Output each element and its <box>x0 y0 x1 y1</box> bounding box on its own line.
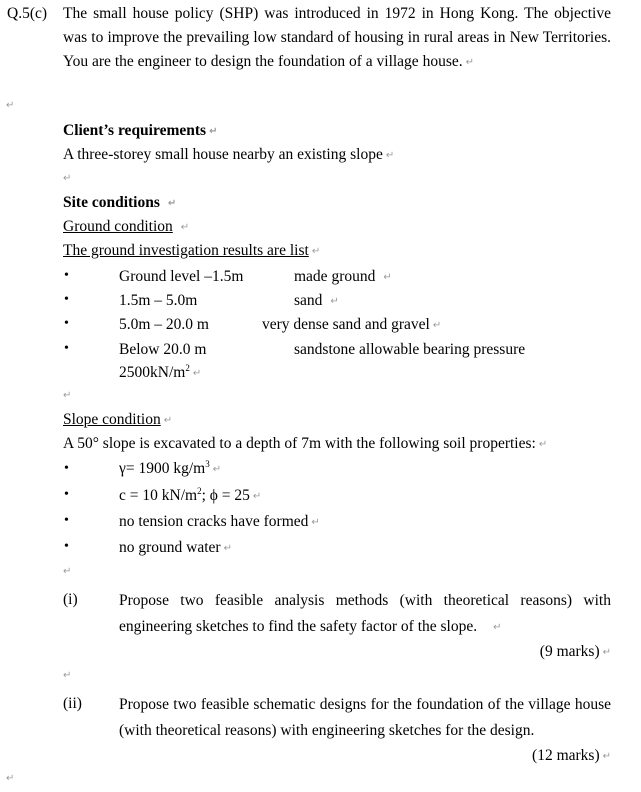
bearing-value <box>119 364 201 382</box>
return-mark: ↵ <box>180 222 190 233</box>
slope-heading-text: Slope condition <box>63 411 161 428</box>
return-mark: ↵ <box>311 246 321 257</box>
layer-material: sandstone allowable bearing pressure <box>294 341 526 358</box>
return-mark: ↵ <box>192 368 202 379</box>
client-text <box>63 146 394 164</box>
question-number: Q.5(c) <box>7 5 48 22</box>
return-mark: ↵ <box>493 622 502 633</box>
client-heading <box>63 122 217 140</box>
ground-condition-text: Ground condition <box>63 218 173 235</box>
return-mark: ↵ <box>252 491 262 502</box>
question-intro <box>63 2 611 75</box>
part-text <box>119 588 611 641</box>
layer-depth: 1.5m – 5.0m <box>119 292 198 309</box>
slope-heading <box>63 411 172 429</box>
part-label: (i) <box>63 591 78 608</box>
return-mark: ↵ <box>63 173 72 184</box>
bullet: • <box>64 461 69 476</box>
return-mark: ↵ <box>63 390 72 401</box>
c-text: c = 10 kN/m <box>119 487 198 504</box>
return-mark: ↵ <box>212 464 222 475</box>
return-mark: ↵ <box>6 100 15 111</box>
return-mark: ↵ <box>6 773 15 784</box>
c-exponent: 2 <box>197 485 202 496</box>
bullet: • <box>64 268 69 283</box>
soil-property-gamma <box>119 460 221 478</box>
slope-description-text: A 50° slope is excavated to a depth of 7m with the following soil properties: <box>63 435 536 452</box>
bullet: • <box>64 513 69 528</box>
part-text: Propose two feasible schematic designs for the foundation of the village house (with theoretical reasons) with engineering sketches for the design. <box>119 696 611 739</box>
part-text-value: Propose two feasible analysis methods (with theoretical reasons) with engineering sketches to find the safety factor of the slope. <box>119 592 611 635</box>
investigation-heading <box>63 242 320 260</box>
return-mark: ↵ <box>167 198 177 209</box>
soil-property-water <box>119 539 232 557</box>
return-mark: ↵ <box>209 126 218 137</box>
slope-description <box>63 435 547 453</box>
cracks-text: no tension cracks have formed <box>119 513 309 530</box>
water-text: no ground water <box>119 539 221 556</box>
bullet: • <box>64 539 69 554</box>
part-label: (ii) <box>63 695 82 712</box>
layer-material-text: very dense sand and gravel <box>262 316 430 333</box>
intro-text: The small house policy (SHP) was introduced in 1972 in Hong Kong. The objective was to improve the prevailing low standard of housing in rural areas in New Territories. You are the engineer to design the foundation of a village house. <box>63 5 611 70</box>
bullet: • <box>64 487 69 502</box>
return-mark: ↵ <box>223 543 232 554</box>
return-mark: ↵ <box>311 517 320 528</box>
ground-condition-heading <box>63 218 189 236</box>
marks-text: (12 marks) <box>532 747 600 764</box>
client-text-value: A three-storey small house nearby an existing slope <box>63 146 383 163</box>
marks-text: (9 marks) <box>539 643 600 660</box>
bearing-exponent: 2 <box>185 362 190 373</box>
return-mark: ↵ <box>602 751 611 762</box>
bullet: • <box>64 341 69 356</box>
part-marks <box>532 744 611 769</box>
investigation-text: The ground investigation results are list <box>63 242 309 259</box>
return-mark: ↵ <box>602 647 611 658</box>
layer-material <box>262 316 441 334</box>
soil-property-c-phi <box>119 487 261 505</box>
return-mark: ↵ <box>330 296 339 307</box>
phi-text: ; ϕ = 25 <box>201 487 250 504</box>
layer-material-text: sand <box>294 292 323 309</box>
bearing-value-text: 2500kN/m <box>119 364 186 381</box>
gamma-exponent: 3 <box>205 458 210 469</box>
layer-depth: Ground level –1.5m <box>119 268 244 285</box>
client-heading-text: Client’s requirements <box>63 122 207 139</box>
return-mark: ↵ <box>163 415 173 426</box>
return-mark: ↵ <box>383 272 392 283</box>
layer-depth: Below 20.0 m <box>119 341 207 358</box>
gamma-text: γ= 1900 kg/m <box>119 460 206 477</box>
return-mark: ↵ <box>63 566 72 577</box>
bullet: • <box>64 292 69 307</box>
site-heading-text: Site conditions <box>63 194 160 211</box>
layer-material <box>294 292 339 310</box>
bullet: • <box>64 316 69 331</box>
layer-material-text: made ground <box>294 268 376 285</box>
soil-property-cracks <box>119 513 320 531</box>
return-mark: ↵ <box>465 57 474 68</box>
return-mark: ↵ <box>432 320 442 331</box>
site-heading <box>63 194 176 212</box>
layer-material <box>294 268 392 286</box>
return-mark: ↵ <box>538 439 548 450</box>
layer-depth: 5.0m – 20.0 m <box>119 316 209 333</box>
part-marks <box>540 640 611 665</box>
return-mark: ↵ <box>63 670 72 681</box>
return-mark: ↵ <box>385 150 395 161</box>
